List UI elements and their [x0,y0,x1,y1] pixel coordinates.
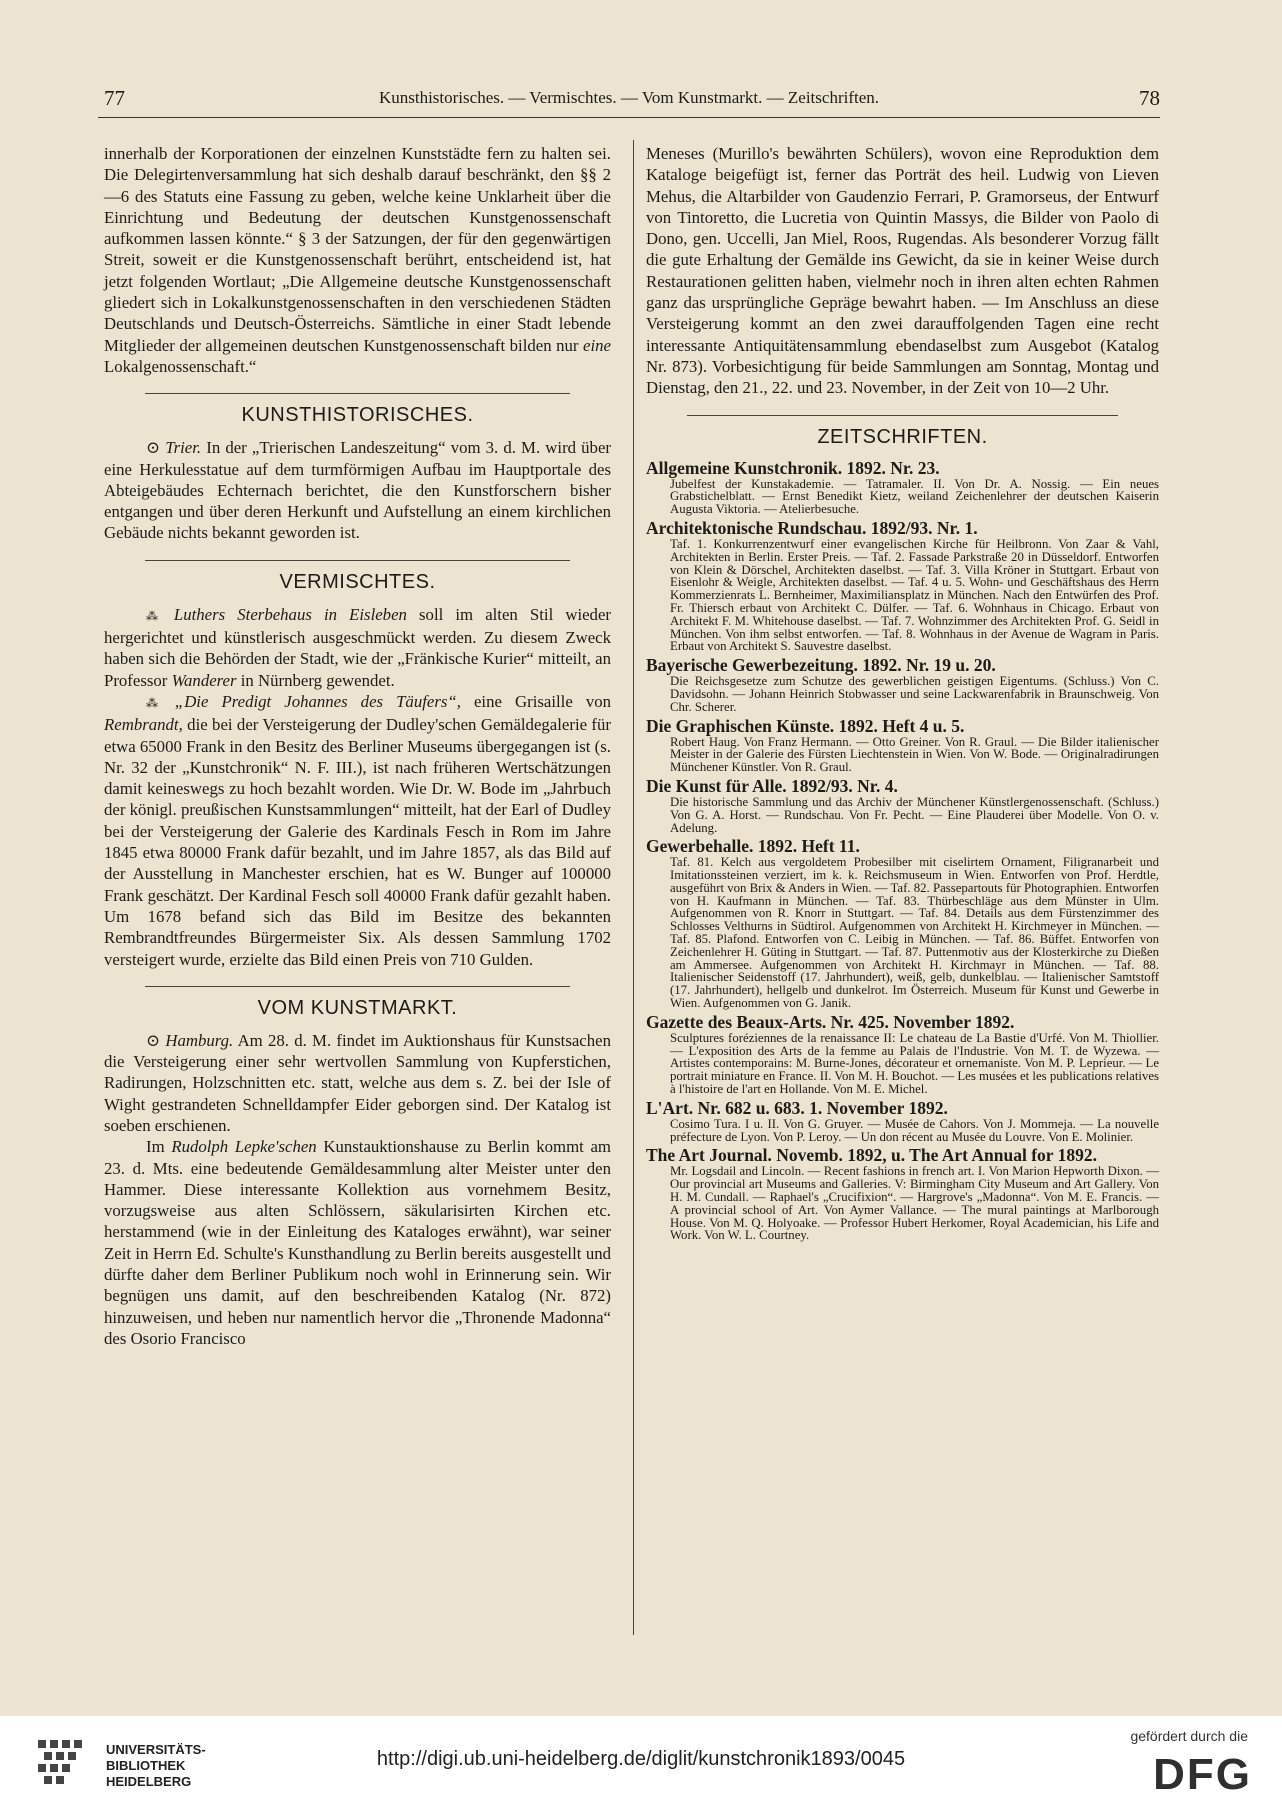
journal-title: The Art Journal. Novemb. 1892, u. The Art Annual for 1892. [646,1145,1097,1166]
library-name: UNIVERSITÄTS- BIBLIOTHEK HEIDELBERG [106,1742,206,1789]
section-divider [687,415,1118,416]
source-url[interactable]: http://digi.ub.uni-heidelberg.de/diglit/kunstchronik1893/0045 [376,1748,906,1770]
header-rule [98,117,1160,118]
trier-article: ⊙ Trier. In der „Trierischen Landeszeitung“ vom 3. d. M. wird über eine Herkulesstatue auf dem turmförmigen Aufbau im Hauptportale des Abteigebäudes Echternach berichtet, die den Kunstforschern bisher entgangen und über deren Herkunft und Aufstellung an einem kirchlichen Gebäude nichts bekannt geworden ist. [104,438,611,543]
running-header [98,86,1160,116]
right-column [646,143,1159,1242]
section-divider [145,986,571,987]
section-divider [145,393,571,394]
section-divider [145,560,571,561]
journal-title: Gazette des Beaux-Arts. Nr. 425. November 1892. [646,1011,1015,1032]
journal-contents: Jubelfest der Kunstakademie. — Tatramaler. II. Von Dr. A. Nossig. — Ein neues Grabstichelblatt. — Ernst Benedikt Kietz, weiland Zeichenlehrer der deutschen Kaiserin Augusta Viktoria. — Atelierbesuche. [670,476,1159,517]
journal-contents: Cosimo Tura. I u. II. Von G. Gruyer. — Musée de Cahors. Von J. Mommeja. — La nouvelle préfecture de Lyon. Von P. Leroy. — Un don récent au Musée du Louvre. Von E. Molinier. [670,1116,1159,1144]
journal-contents: Taf. 81. Kelch aus vergoldetem Probesilber mit ciselirtem Ornament, Filigranarbeit und Imitationssteinen verziert, im k. k. Reichsmuseum in Wien. Entworfen von Prof. Herdtle, ausgeführt von Brix & Anders in Wien. — Taf. 82. Passepartouts für Photographien. Entworfen von H. Kaufmann in München. — Taf. 83. Thürbeschläge aus dem Münster in Ulm. Aufgenommen von R. Knorr in Stuttgart. — Taf. 84. Details aus dem Fürstenzimmer des Schlosses Velthurns in Südtirol. Aufgenommen von Architekt H. Kirchmeyer in München. — Taf. 85. Plafond. Entworfen von C. Leibig in München. — Taf. 86. Büffet. Entworfen von Zeichenlehrer H. Güting in Stuttgart. — Taf. 87. Puttenmotiv aus der Klosterkirche zu Dießen am Ammersee. Aufgenommen von Architekt H. Kirchmayr in München. — Taf. 88. Italienischer Seidenstoff (17. Jahrhundert), weiß, gelb, dunkelblau. — Italienischer Samtstoff (17. Jahrhundert), hellgelb und dunkelrot. Im Österreich. Museum für Kunst und Gewerbe in Wien. Aufgenommen von G. Janik. [670,855,1159,1011]
journal-entry [646,717,1159,774]
journal-entry [646,519,1159,653]
funding-caption: gefördert durch die [1130,1728,1248,1744]
section-title-vermischtes: VERMISCHTES. [279,570,436,593]
journal-entry [646,656,1159,713]
column-divider [633,140,634,1635]
running-title: Kunsthistorisches. — Vermischtes. — Vom Kunstmarkt. — Zeitschriften. [378,88,880,107]
section-title-kunstmarkt: VOM KUNSTMARKT. [257,996,458,1019]
journal-title: Die Kunst für Alle. 1892/93. Nr. 4. [646,775,898,796]
journal-contents: Robert Haug. Von Franz Hermann. — Otto Greiner. Von R. Graul. — Die Bilder italienischer Meister in der Galerie des Fürsten Liechtenstein in Wien. Von W. Bode. — Originalradirungen Münchener Künstler. Von R. Graul. [670,734,1159,775]
journal-title: Bayerische Gewerbezeitung. 1892. Nr. 19 u. 20. [646,655,996,676]
journal-contents: Die Reichsgesetze zum Schutze des gewerblichen geistigen Eigentums. (Schluss.) Von C. Davidsohn. — Johann Heinrich Stobwasser und seine Lackwarenfabrik in Braunschweig. Von Chr. Scherer. [670,674,1159,714]
journal-contents: Die historische Sammlung und das Archiv der Münchener Künstlergenossenschaft. (Schluss.) Von G. A. Horst. — Rundschau. Von Fr. Pecht. — Eine Plauderei über Modelle. Von O. v. Adelung. [670,794,1159,835]
journal-entry [646,1146,1159,1242]
page-number-right: 78 [1139,86,1160,110]
journal-entry [646,1013,1159,1096]
rembrandt-article: ⁂ „Die Predigt Johannes des Täufers“, eine Grisaille von Rembrandt, die bei der Versteigerung der Dudley'schen Gemäldegalerie für etwa 65000 Frank in den Besitz des Berliner Museums übergegangen ist (s. Nr. 32 der „Kunstchronik“ N. F. III.), ist nach früheren Wertschätzungen damit keineswegs zu hoch bezahlt worden. Wie Dr. W. Bode im „Jahrbuch der königl. preußischen Kunstsammlungen“ mitteilt, hat der Earl of Dudley bei der Versteigerung der Galerie des Kardinals Fesch in Rom im Jahre 1845 etwa 80000 Frank dafür bezahlt, und im Jahre 1857, als das Bild auf der Ausstellung in Manchester erschien, hat es W. Bunger auf 100000 Frank geschätzt. Der Kardinal Fesch soll 40000 Frank dafür gezahlt haben. Um 1678 befand sich das Bild im Besitze des bekannten Rembrandtfreundes Bürgermeister Six. Als dessen Sammlung 1702 versteigert wurde, erzielte das Bild einen Preis von 710 Gulden. [104,691,611,969]
journal-entry [646,777,1159,834]
journal-entry [646,1099,1159,1144]
journal-contents: Taf. 1. Konkurrenzentwurf einer evangelischen Kirche für Heilbronn. Von Zaar & Vahl, Architekten in Berlin. Erster Preis. — Taf. 2. Fassade Parkstraße 20 in Düsseldorf. Entworfen von Klein & Dörschel, Architekten daselbst. — Taf. 3. Villa Kröner in Stuttgart. Erbaut von Eisenlohr & Weigle, Architekten daselbst. — Taf. 4 u. 5. Wohn- und Geschäftshaus des Herrn Kommerzienrats L. Bernheimer, Maximiliansplatz in München. Nach den Entwürfen des Prof. Fr. Thiersch erbaut von Architekt C. Dülfer. — Taf. 6. Wohnhaus in Chicago. Erbaut von Architekt F. M. Whitehouse daselbst. — Taf. 7. Wohnzimmer des Architekten Prof. G. Seidl in München. Von ihm selbst entworfen. — Taf. 8. Wohnhaus in der Avenue de Wagram in Paris. Erbaut von Architekt S. Sauvestre daselbst. [670,536,1159,654]
hamburg-article: ⊙ Hamburg. Am 28. d. M. findet im Auktionshaus für Kunstsachen die Versteigerung einer sehr wertvollen Sammlung von Kupferstichen, Radirungen, Holzschnitten etc. statt, welche aus dem s. Z. bei der Isle of Wight gestrandeten Schnelldampfer Eider geborgen sind. Der Katalog ist soeben erschienen. [104,1030,611,1135]
journal-entry [646,459,1159,516]
journal-title: Gewerbehalle. 1892. Heft 11. [646,836,860,857]
intro-paragraph: innerhalb der Korporationen der einzelnen Kunststädte fern zu halten sei. Die Delegirtenversammlung hat sich deshalb darauf beschränkt, den §§ 2—6 des Statuts eine Fassung zu geben, welche keine Unklarheit über die Einrichtung und Bedeutung der deutschen Kunstgenossenschaft aufkommen lassen könnte.“ § 3 der Satzungen, der für den gegenwärtigen Streit, soweit er die Kunstgenossenschaft berührt, entscheidend ist, hat jetzt folgenden Wortlaut; „Die Allgemeine deutsche Kunstgenossenschaft gliedert sich in Lokalkunstgenossenschaften in den verschiedenen Städten Deutschlands und Deutsch-Österreichs. Sämtliche in einer Stadt lebende Mitglieder der allgemeinen deutschen Kunstgenossenschaft bilden nur eine Lokalgenossenschaft.“ [104,144,611,376]
continuation-paragraph: Meneses (Murillo's bewährten Schülers), wovon eine Reproduktion dem Kataloge beigefügt ist, ferner das Porträt des heil. Ludwig von Lieven Mehus, die Altarbilder von Gaudenzio Ferrari, P. Gramorseus, der Entwurf von Tintoretto, die Lucretia von Quintin Massys, die Bilder von Paolo di Dono, gen. Uccelli, Jan Miel, Roos, Rugendas. Als besonderer Vorzug fällt die gute Erhaltung der Gemälde ins Gewicht, da sie in keiner Weise durch Restaurationen gelitten haben, vielmehr noch in ihren alten echten Rahmen ganz das ursprüngliche Gepräge bewahrt haben. — Im Anschluss an diese Versteigerung kommt an den zwei darauffolgenden Tagen eine recht interessante Antiquitätensammlung ebendaselbst zum Ausgebot (Katalog Nr. 873). Vorbesichtigung für beide Sammlungen am Sonntag, Montag und Dienstag, den 21., 22. und 23. November, in der Zeit von 10—2 Uhr. [646,144,1159,398]
section-title-zeitschriften: ZEITSCHRIFTEN. [817,425,988,448]
left-column [104,143,611,1349]
luther-article: ⁂ Luthers Sterbehaus in Eisleben soll im alten Stil wieder hergerichtet und künstlerisch ausgeschmückt werden. Zu diesem Zweck haben sich die Behörden der Stadt, wie der „Fränkische Kurier“ mitteilt, an Professor Wanderer in Nürnberg gewendet. [104,604,611,690]
journal-title: Architektonische Rundschau. 1892/93. Nr. 1. [646,517,978,538]
digitization-footer [0,1716,1282,1811]
journal-entry [646,837,1159,1010]
journal-title: Allgemeine Kunstchronik. 1892. Nr. 23. [646,457,940,478]
lepke-article: Im Rudolph Lepke'schen Kunstauktionshause zu Berlin kommt am 23. d. Mts. eine bedeutende Gemäldesammlung alter Meister unter den Hammer. Diese interessante Kollektion aus vornehmem Besitz, vorzugsweise aus alten Schlössern, säkularisirten Kirchen etc. herstammend (wie in der Einleitung des Kataloges erwähnt), war seiner Zeit in Herrn Ed. Schulte's Kunsthandlung zu Berlin bereits ausgestellt und dürfte daher dem Berliner Publikum noch wohl in Erinnerung sein. Wir begnügen uns damit, auf den beschreibenden Katalog (Nr. 872) hinzuweisen, und heben nur namentlich hervor die „Thronende Madonna“ des Osorio Francisco [104,1137,611,1348]
journal-contents: Mr. Logsdail and Lincoln. — Recent fashions in french art. I. Von Marion Hepworth Dixon. — Our provincial art Museums and Galleries. V: Birmingham City Museum and Art Gallery. Von H. M. Cundall. — Raphael's „Crucifixion“. — Hargrove's „Madonna“. Von M. E. Francis. — A provincial school of Art. Von Aymer Vallance. — The mural paintings at Marlborough House. Von M. Q. Holyoake. — Professor Hubert Herkomer, Royal Academician, his Life and Work. Von W. L. Courtney. [670,1164,1159,1243]
dfg-logo: DFG [1153,1750,1252,1799]
page-number-left: 77 [104,86,125,110]
section-title-kunsthistorisches: KUNSTHISTORISCHES. [241,404,474,427]
journal-title: L'Art. Nr. 682 u. 683. 1. November 1892. [646,1097,948,1118]
journal-title: Die Graphischen Künste. 1892. Heft 4 u. 5. [646,715,965,736]
journal-contents: Sculptures foréziennes de la renaissance II: Le chateau de La Bastie d'Urfé. Von M. Thiollier. — L'exposition des Arts de la femme au Palais de l'Industrie. Von M. T. de Wyzewa. — Artistes contemporains: M. Burne-Jones, décorateur et ornemaniste. Von M. P. Leprieur. — Le portrait miniature en France. II. Von M. H. Bouchot. — Les musées et les publications relatives à l'histoire de l'art en Hollande. Von M. E. Michel. [670,1030,1159,1097]
